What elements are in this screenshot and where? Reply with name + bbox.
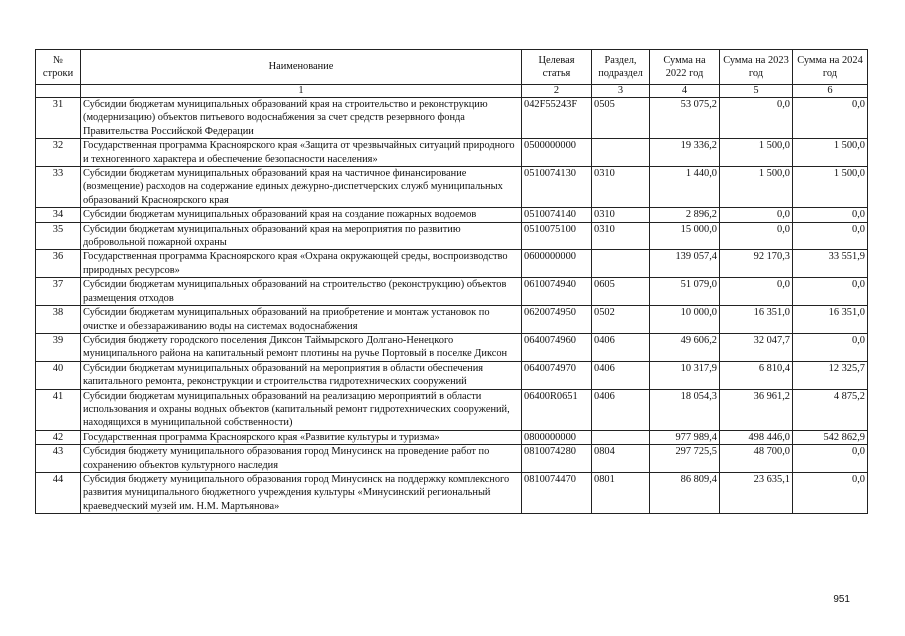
row-target-article: 0640074970 [522, 361, 592, 389]
header-row-number: № строки [36, 50, 81, 85]
row-target-article: 0620074950 [522, 306, 592, 334]
row-number: 33 [36, 167, 81, 208]
row-name: Субсидии бюджетам муниципальных образований на приобретение и монтаж установок по очистке и обеззараживанию воды на системах водоснабжения [81, 306, 522, 334]
row-sum-2022: 10 000,0 [650, 306, 720, 334]
row-sum-2024: 1 500,0 [793, 139, 868, 167]
row-section: 0406 [592, 361, 650, 389]
row-target-article: 0510075100 [522, 222, 592, 250]
row-sum-2024: 0,0 [793, 222, 868, 250]
row-target-article: 0610074940 [522, 278, 592, 306]
row-sum-2024: 16 351,0 [793, 306, 868, 334]
row-section: 0605 [592, 278, 650, 306]
row-name: Субсидии бюджетам муниципальных образований края на строительство и реконструкцию (модернизацию) объектов питьевого водоснабжения за счет средств резервного фонда Правительства Российской Федерации [81, 98, 522, 139]
table-row [36, 98, 868, 139]
table-row [36, 278, 868, 306]
row-sum-2023: 36 961,2 [720, 389, 793, 430]
row-sum-2023: 6 810,4 [720, 361, 793, 389]
row-number: 32 [36, 139, 81, 167]
row-sum-2022: 15 000,0 [650, 222, 720, 250]
row-sum-2024: 0,0 [793, 98, 868, 139]
row-target-article: 06400R0651 [522, 389, 592, 430]
row-target-article: 0800000000 [522, 430, 592, 444]
row-target-article: 0810074280 [522, 445, 592, 473]
row-sum-2023: 23 635,1 [720, 472, 793, 513]
row-sum-2022: 18 054,3 [650, 389, 720, 430]
row-section: 0310 [592, 222, 650, 250]
row-name: Государственная программа Красноярского края «Защита от чрезвычайных ситуаций природного и техногенного характера и обеспечение безопасности населения» [81, 139, 522, 167]
row-number: 41 [36, 389, 81, 430]
row-section: 0505 [592, 98, 650, 139]
row-sum-2022: 19 336,2 [650, 139, 720, 167]
row-name: Субсидия бюджету муниципального образования город Минусинск на проведение работ по сохранению объектов культурного наследия [81, 445, 522, 473]
row-number: 43 [36, 445, 81, 473]
row-section [592, 250, 650, 278]
row-number: 34 [36, 208, 81, 222]
row-sum-2024: 4 875,2 [793, 389, 868, 430]
column-number: 5 [720, 85, 793, 98]
row-target-article: 0640074960 [522, 333, 592, 361]
row-name: Субсидии бюджетам муниципальных образований на реализацию мероприятий в области использования и охраны водных объектов (капитальный ремонт гидротехнических сооружений, находящихся в муниципальной собственности) [81, 389, 522, 430]
row-sum-2023: 498 446,0 [720, 430, 793, 444]
row-sum-2023: 48 700,0 [720, 445, 793, 473]
row-sum-2023: 0,0 [720, 222, 793, 250]
header-sum-2023: Сумма на 2023 год [720, 50, 793, 85]
page-number: 951 [833, 594, 850, 605]
budget-table [35, 49, 868, 514]
row-sum-2023: 92 170,3 [720, 250, 793, 278]
row-section [592, 139, 650, 167]
row-sum-2024: 1 500,0 [793, 167, 868, 208]
table-row [36, 333, 868, 361]
row-sum-2023: 32 047,7 [720, 333, 793, 361]
table-row [36, 167, 868, 208]
table-row [36, 222, 868, 250]
row-sum-2023: 0,0 [720, 278, 793, 306]
row-target-article: 0810074470 [522, 472, 592, 513]
row-name: Субсидия бюджету муниципального образования город Минусинск на поддержку комплексного развития муниципального бюджетного учреждения культуры «Минусинский региональный краеведческий музей им. Н.М. Мартьянова» [81, 472, 522, 513]
row-sum-2024: 0,0 [793, 278, 868, 306]
row-sum-2023: 0,0 [720, 208, 793, 222]
table-row [36, 361, 868, 389]
row-section: 0801 [592, 472, 650, 513]
row-sum-2024: 0,0 [793, 445, 868, 473]
row-sum-2022: 2 896,2 [650, 208, 720, 222]
row-sum-2024: 0,0 [793, 472, 868, 513]
row-sum-2022: 139 057,4 [650, 250, 720, 278]
row-target-article: 0500000000 [522, 139, 592, 167]
row-number: 44 [36, 472, 81, 513]
row-number: 42 [36, 430, 81, 444]
row-sum-2022: 10 317,9 [650, 361, 720, 389]
row-name: Субсидии бюджетам муниципальных образований края на создание пожарных водоемов [81, 208, 522, 222]
row-sum-2022: 86 809,4 [650, 472, 720, 513]
row-section [592, 430, 650, 444]
table-row [36, 208, 868, 222]
header-name: Наименование [81, 50, 522, 85]
row-name: Государственная программа Красноярского края «Охрана окружающей среды, воспроизводство природных ресурсов» [81, 250, 522, 278]
row-sum-2022: 49 606,2 [650, 333, 720, 361]
column-number: 6 [793, 85, 868, 98]
row-name: Субсидии бюджетам муниципальных образований на мероприятия в области обеспечения капитального ремонта, реконструкции и строительства гидротехнических сооружений [81, 361, 522, 389]
row-name: Субсидии бюджетам муниципальных образований края на мероприятия по развитию добровольной пожарной охраны [81, 222, 522, 250]
row-section: 0804 [592, 445, 650, 473]
row-sum-2023: 1 500,0 [720, 139, 793, 167]
row-target-article: 0510074140 [522, 208, 592, 222]
table-header-row [36, 50, 868, 85]
row-section: 0310 [592, 167, 650, 208]
row-number: 37 [36, 278, 81, 306]
row-number: 35 [36, 222, 81, 250]
row-sum-2024: 542 862,9 [793, 430, 868, 444]
row-sum-2023: 0,0 [720, 98, 793, 139]
table-row [36, 250, 868, 278]
row-section: 0406 [592, 389, 650, 430]
table-row [36, 139, 868, 167]
row-number: 31 [36, 98, 81, 139]
row-sum-2024: 12 325,7 [793, 361, 868, 389]
table-row [36, 445, 868, 473]
header-target-article: Целевая статья [522, 50, 592, 85]
row-number: 40 [36, 361, 81, 389]
row-sum-2022: 297 725,5 [650, 445, 720, 473]
column-number [36, 85, 81, 98]
row-name: Субсидии бюджетам муниципальных образований края на частичное финансирование (возмещение) расходов на содержание единых дежурно-диспетчерских служб муниципальных образований Красноярского края [81, 167, 522, 208]
header-section: Раздел, подраздел [592, 50, 650, 85]
row-sum-2022: 1 440,0 [650, 167, 720, 208]
row-sum-2024: 33 551,9 [793, 250, 868, 278]
table-row [36, 306, 868, 334]
row-sum-2023: 16 351,0 [720, 306, 793, 334]
column-number: 1 [81, 85, 522, 98]
row-sum-2023: 1 500,0 [720, 167, 793, 208]
row-section: 0310 [592, 208, 650, 222]
row-sum-2022: 977 989,4 [650, 430, 720, 444]
row-number: 36 [36, 250, 81, 278]
row-target-article: 042F55243F [522, 98, 592, 139]
row-sum-2022: 53 075,2 [650, 98, 720, 139]
table-body [36, 98, 868, 514]
row-section: 0406 [592, 333, 650, 361]
row-name: Субсидии бюджетам муниципальных образований на строительство (реконструкцию) объектов размещения отходов [81, 278, 522, 306]
table-row [36, 389, 868, 430]
column-number: 3 [592, 85, 650, 98]
column-number: 4 [650, 85, 720, 98]
row-sum-2024: 0,0 [793, 333, 868, 361]
table-row [36, 472, 868, 513]
row-section: 0502 [592, 306, 650, 334]
table-row [36, 430, 868, 444]
row-target-article: 0600000000 [522, 250, 592, 278]
row-name: Субсидия бюджету городского поселения Диксон Таймырского Долгано-Ненецкого муниципального района на капитальный ремонт плотины на ручье Портовый в поселке Диксон [81, 333, 522, 361]
column-number: 2 [522, 85, 592, 98]
header-sum-2024: Сумма на 2024 год [793, 50, 868, 85]
row-name: Государственная программа Красноярского края «Развитие культуры и туризма» [81, 430, 522, 444]
row-sum-2022: 51 079,0 [650, 278, 720, 306]
row-sum-2024: 0,0 [793, 208, 868, 222]
row-number: 39 [36, 333, 81, 361]
column-number-row [36, 85, 868, 98]
header-sum-2022: Сумма на 2022 год [650, 50, 720, 85]
row-target-article: 0510074130 [522, 167, 592, 208]
row-number: 38 [36, 306, 81, 334]
